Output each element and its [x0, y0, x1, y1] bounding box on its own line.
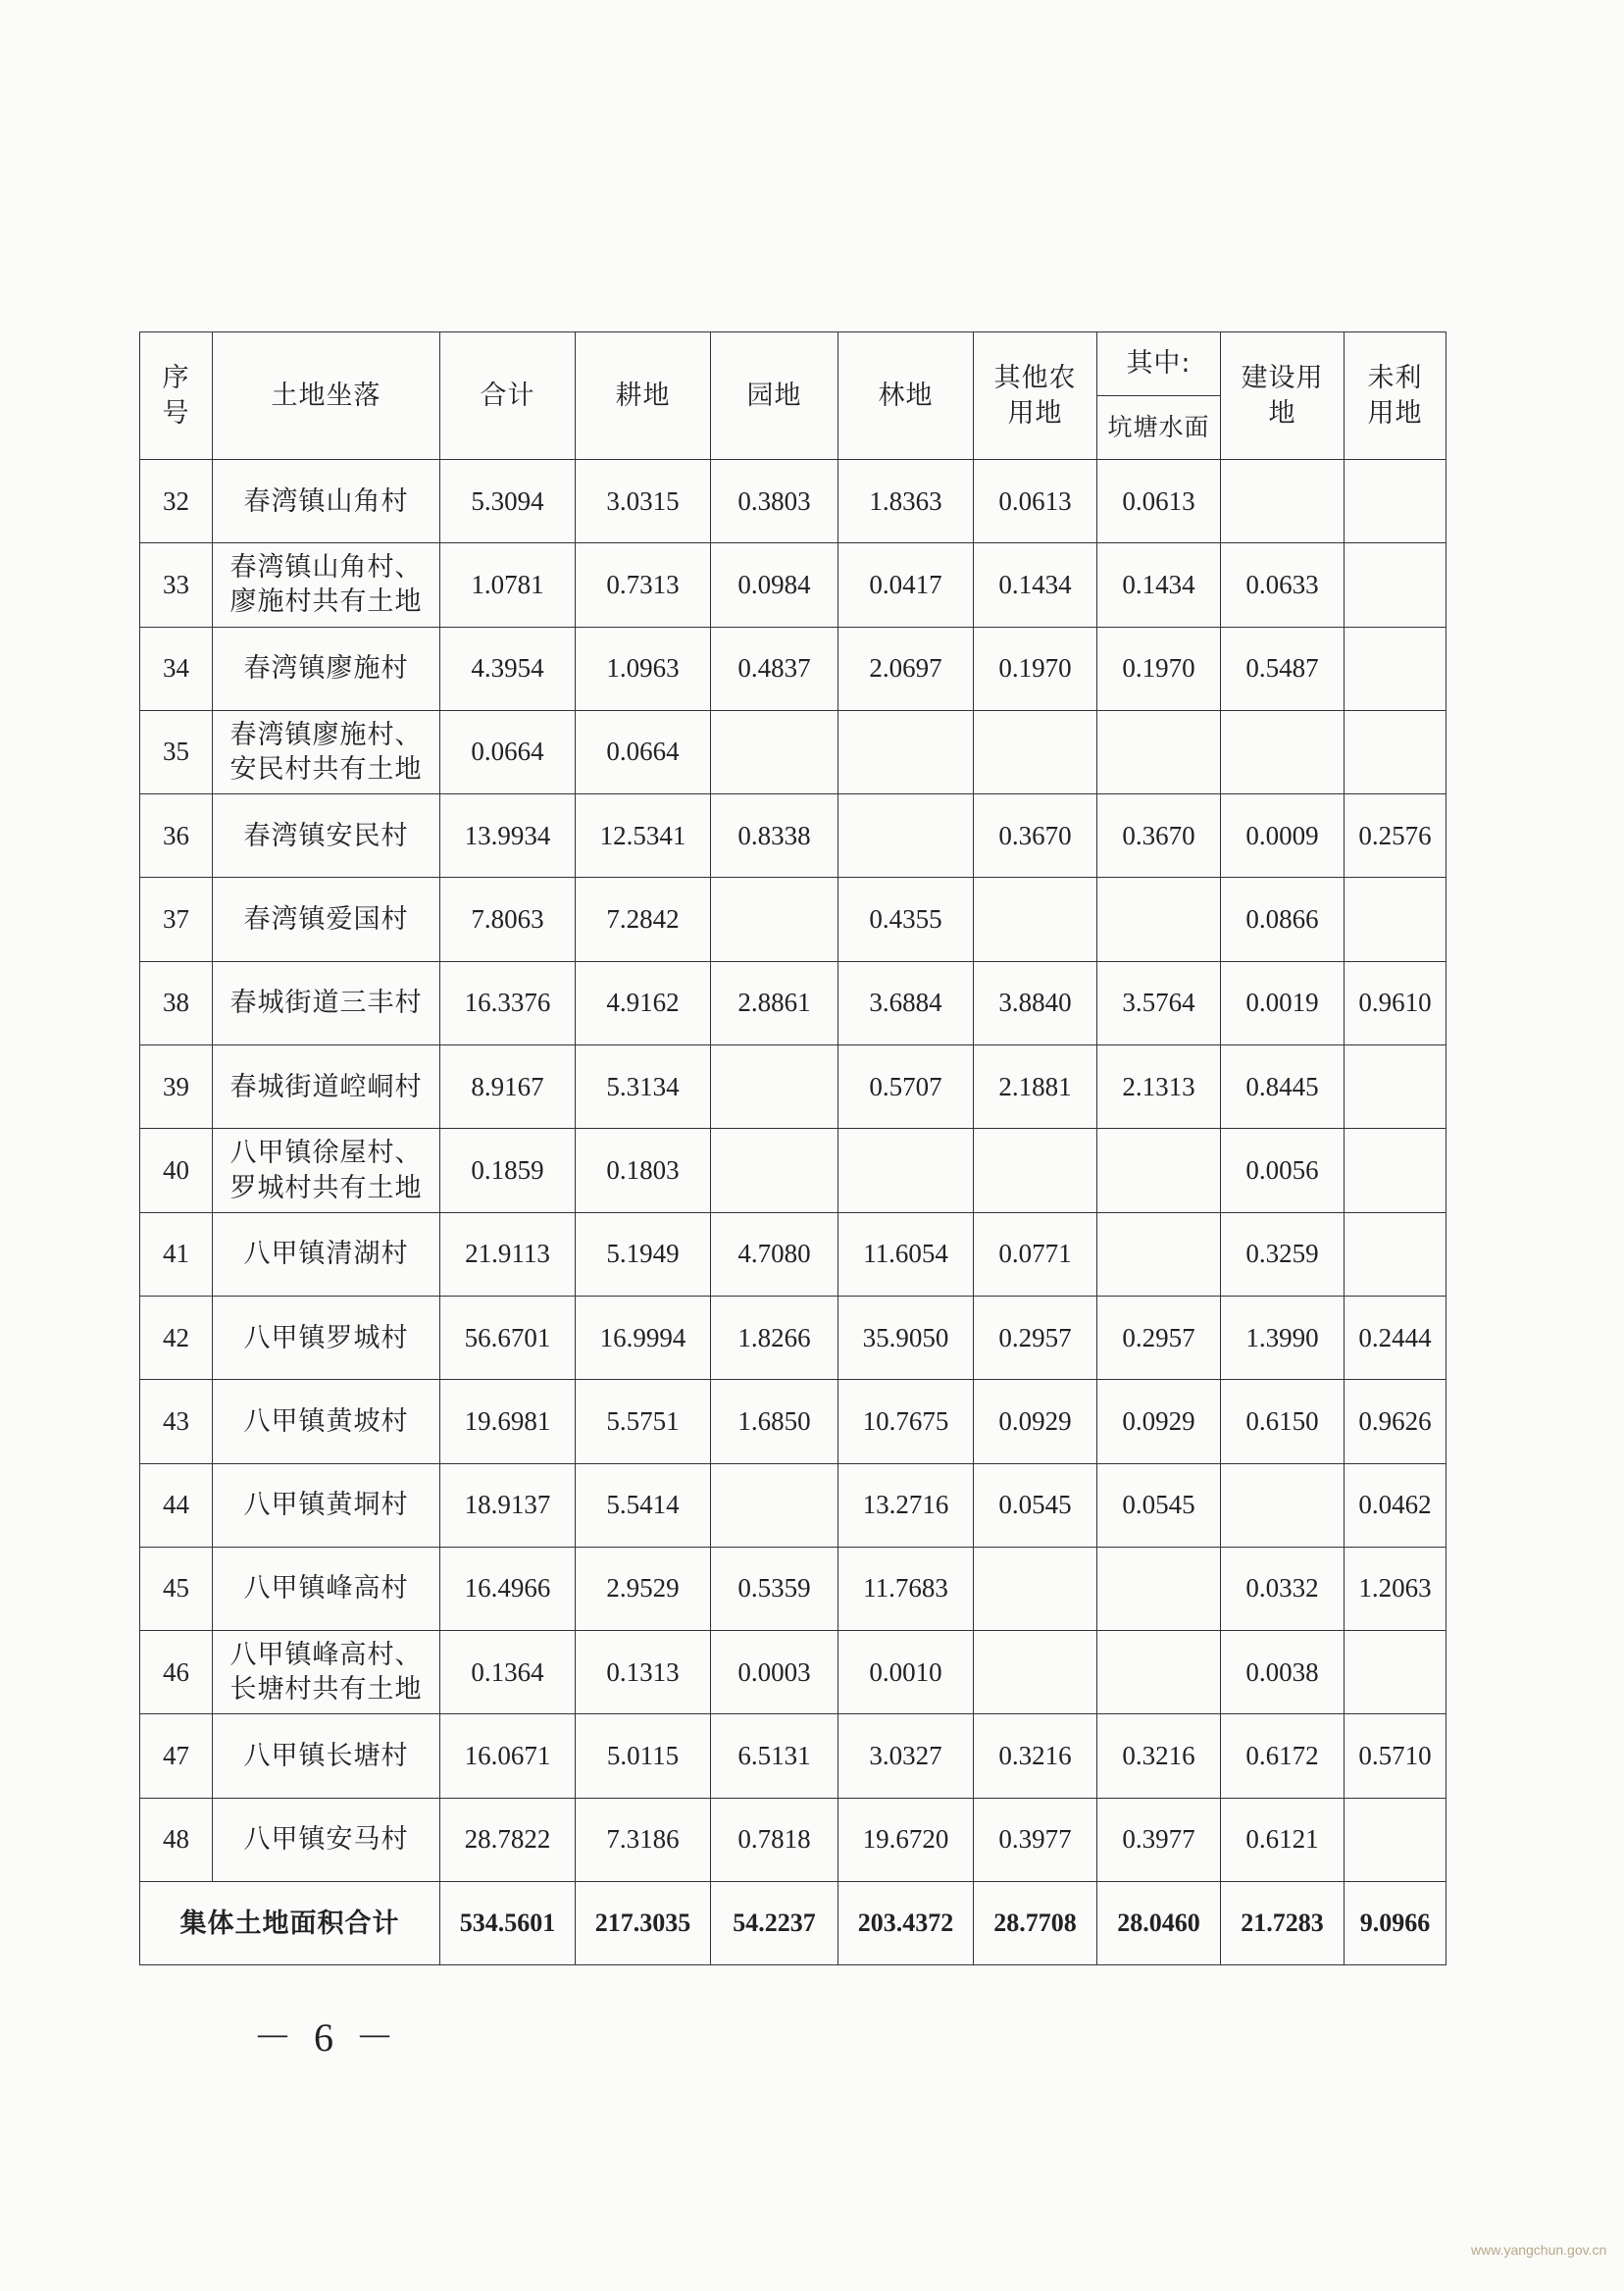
cell-garden: 0.8338 [711, 794, 838, 878]
cell-garden: 4.7080 [711, 1212, 838, 1296]
table-row [140, 1714, 1446, 1798]
cell-arable: 5.0115 [576, 1714, 711, 1798]
cell-location: 八甲镇峰高村 [213, 1547, 440, 1630]
cell-total: 21.9113 [440, 1212, 576, 1296]
cell-total: 56.6701 [440, 1296, 576, 1379]
cell-unused: 0.5710 [1345, 1714, 1446, 1798]
header-total: 合计 [440, 332, 576, 460]
table-row [140, 1045, 1446, 1129]
cell-forest: 0.5707 [838, 1045, 974, 1129]
cell-total: 19.6981 [440, 1380, 576, 1463]
cell-seq: 41 [140, 1212, 213, 1296]
header-row [140, 332, 1446, 396]
cell-construction: 0.0019 [1221, 961, 1345, 1044]
header-pond: 坑塘水面 [1097, 396, 1221, 460]
cell-pond: 0.3977 [1097, 1798, 1221, 1881]
cell-arable: 0.1803 [576, 1129, 711, 1212]
cell-unused: 0.0462 [1345, 1463, 1446, 1547]
cell-other-agri: 3.8840 [974, 961, 1097, 1044]
cell-forest: 3.0327 [838, 1714, 974, 1798]
cell-location: 春湾镇山角村、廖施村共有土地 [213, 543, 440, 627]
cell-pond: 3.5764 [1097, 961, 1221, 1044]
header-unused: 未利用地 [1345, 332, 1446, 460]
cell-garden: 1.6850 [711, 1380, 838, 1463]
totals-total: 534.5601 [440, 1882, 576, 1965]
cell-pond: 0.1970 [1097, 627, 1221, 710]
cell-unused: 0.9610 [1345, 961, 1446, 1044]
cell-construction: 0.8445 [1221, 1045, 1345, 1129]
table-row [140, 1463, 1446, 1547]
cell-pond: 0.2957 [1097, 1296, 1221, 1379]
cell-forest [838, 710, 974, 793]
cell-other-agri [974, 878, 1097, 961]
cell-forest: 0.0417 [838, 543, 974, 627]
cell-total: 7.8063 [440, 878, 576, 961]
cell-total: 13.9934 [440, 794, 576, 878]
header-of-which: 其中: [1097, 332, 1221, 396]
cell-arable: 2.9529 [576, 1547, 711, 1630]
cell-total: 28.7822 [440, 1798, 576, 1881]
cell-total: 1.0781 [440, 543, 576, 627]
cell-total: 8.9167 [440, 1045, 576, 1129]
totals-other-agri: 28.7708 [974, 1882, 1097, 1965]
cell-forest: 11.7683 [838, 1547, 974, 1630]
cell-construction: 0.0633 [1221, 543, 1345, 627]
cell-forest: 35.9050 [838, 1296, 974, 1379]
cell-other-agri: 0.3670 [974, 794, 1097, 878]
cell-unused [1345, 1631, 1446, 1714]
cell-arable: 0.7313 [576, 543, 711, 627]
cell-location: 春湾镇山角村 [213, 460, 440, 543]
table-row [140, 1212, 1446, 1296]
cell-location: 八甲镇罗城村 [213, 1296, 440, 1379]
cell-construction: 0.0038 [1221, 1631, 1345, 1714]
cell-location: 春城街道崆峒村 [213, 1045, 440, 1129]
cell-garden: 0.0984 [711, 543, 838, 627]
cell-pond: 0.3216 [1097, 1714, 1221, 1798]
cell-construction: 0.0332 [1221, 1547, 1345, 1630]
cell-unused [1345, 1212, 1446, 1296]
table-row [140, 460, 1446, 543]
header-garden: 园地 [711, 332, 838, 460]
cell-garden [711, 1129, 838, 1212]
totals-arable: 217.3035 [576, 1882, 711, 1965]
cell-location: 春湾镇廖施村、安民村共有土地 [213, 710, 440, 793]
cell-arable: 5.1949 [576, 1212, 711, 1296]
totals-pond: 28.0460 [1097, 1882, 1221, 1965]
cell-seq: 36 [140, 794, 213, 878]
cell-unused [1345, 878, 1446, 961]
totals-construction: 21.7283 [1221, 1882, 1345, 1965]
cell-construction [1221, 710, 1345, 793]
cell-arable: 5.3134 [576, 1045, 711, 1129]
cell-forest: 11.6054 [838, 1212, 974, 1296]
cell-unused [1345, 1045, 1446, 1129]
cell-arable: 12.5341 [576, 794, 711, 878]
table-row [140, 1798, 1446, 1881]
header-seq: 序号 [140, 332, 213, 460]
cell-unused: 1.2063 [1345, 1547, 1446, 1630]
cell-seq: 45 [140, 1547, 213, 1630]
totals-row [140, 1882, 1446, 1965]
table-row [140, 1129, 1446, 1212]
cell-seq: 42 [140, 1296, 213, 1379]
cell-seq: 43 [140, 1380, 213, 1463]
cell-seq: 38 [140, 961, 213, 1044]
cell-garden [711, 878, 838, 961]
totals-garden: 54.2237 [711, 1882, 838, 1965]
header-arable: 耕地 [576, 332, 711, 460]
cell-unused [1345, 460, 1446, 543]
cell-unused [1345, 1798, 1446, 1881]
cell-seq: 44 [140, 1463, 213, 1547]
cell-other-agri: 2.1881 [974, 1045, 1097, 1129]
cell-unused: 0.2444 [1345, 1296, 1446, 1379]
cell-other-agri: 0.0929 [974, 1380, 1097, 1463]
cell-location: 八甲镇峰高村、长塘村共有土地 [213, 1631, 440, 1714]
cell-other-agri: 0.1434 [974, 543, 1097, 627]
cell-forest: 3.6884 [838, 961, 974, 1044]
totals-forest: 203.4372 [838, 1882, 974, 1965]
cell-forest: 2.0697 [838, 627, 974, 710]
cell-arable: 5.5751 [576, 1380, 711, 1463]
totals-unused: 9.0966 [1345, 1882, 1446, 1965]
cell-pond: 2.1313 [1097, 1045, 1221, 1129]
table-row [140, 1631, 1446, 1714]
cell-pond [1097, 1129, 1221, 1212]
cell-seq: 32 [140, 460, 213, 543]
page-number: － 6 － [253, 2015, 400, 2060]
cell-garden: 0.7818 [711, 1798, 838, 1881]
cell-total: 0.1859 [440, 1129, 576, 1212]
cell-location: 八甲镇黄坡村 [213, 1380, 440, 1463]
cell-garden: 2.8861 [711, 961, 838, 1044]
cell-unused [1345, 1129, 1446, 1212]
cell-garden: 0.5359 [711, 1547, 838, 1630]
cell-garden: 6.5131 [711, 1714, 838, 1798]
cell-garden [711, 1463, 838, 1547]
cell-arable: 0.1313 [576, 1631, 711, 1714]
cell-unused [1345, 710, 1446, 793]
cell-garden: 0.4837 [711, 627, 838, 710]
cell-pond: 0.1434 [1097, 543, 1221, 627]
header-construction: 建设用地 [1221, 332, 1345, 460]
cell-location: 八甲镇安马村 [213, 1798, 440, 1881]
cell-seq: 46 [140, 1631, 213, 1714]
cell-construction: 0.0866 [1221, 878, 1345, 961]
cell-pond: 0.0613 [1097, 460, 1221, 543]
cell-pond [1097, 710, 1221, 793]
cell-forest: 0.0010 [838, 1631, 974, 1714]
cell-seq: 47 [140, 1714, 213, 1798]
cell-other-agri: 0.1970 [974, 627, 1097, 710]
header-forest: 林地 [838, 332, 974, 460]
cell-pond: 0.0545 [1097, 1463, 1221, 1547]
cell-other-agri: 0.3977 [974, 1798, 1097, 1881]
cell-other-agri [974, 1129, 1097, 1212]
totals-label: 集体土地面积合计 [140, 1882, 440, 1965]
cell-other-agri [974, 1547, 1097, 1630]
cell-garden: 0.0003 [711, 1631, 838, 1714]
cell-forest: 0.4355 [838, 878, 974, 961]
cell-pond [1097, 1631, 1221, 1714]
cell-location: 春湾镇廖施村 [213, 627, 440, 710]
cell-forest [838, 794, 974, 878]
cell-seq: 37 [140, 878, 213, 961]
cell-arable: 0.0664 [576, 710, 711, 793]
cell-other-agri [974, 710, 1097, 793]
table-row [140, 543, 1446, 627]
cell-construction: 0.6172 [1221, 1714, 1345, 1798]
cell-location: 八甲镇黄垌村 [213, 1463, 440, 1547]
cell-seq: 34 [140, 627, 213, 710]
cell-construction [1221, 1463, 1345, 1547]
cell-arable: 3.0315 [576, 460, 711, 543]
cell-other-agri: 0.2957 [974, 1296, 1097, 1379]
cell-pond [1097, 1547, 1221, 1630]
cell-construction: 0.0009 [1221, 794, 1345, 878]
header-location: 土地坐落 [213, 332, 440, 460]
cell-other-agri: 0.0771 [974, 1212, 1097, 1296]
cell-location: 春湾镇安民村 [213, 794, 440, 878]
cell-arable: 7.3186 [576, 1798, 711, 1881]
cell-construction: 0.3259 [1221, 1212, 1345, 1296]
table-row [140, 1296, 1446, 1379]
cell-total: 0.1364 [440, 1631, 576, 1714]
cell-pond [1097, 878, 1221, 961]
cell-garden: 1.8266 [711, 1296, 838, 1379]
cell-other-agri: 0.0545 [974, 1463, 1097, 1547]
cell-total: 4.3954 [440, 627, 576, 710]
cell-arable: 7.2842 [576, 878, 711, 961]
cell-forest: 13.2716 [838, 1463, 974, 1547]
cell-seq: 40 [140, 1129, 213, 1212]
cell-unused [1345, 543, 1446, 627]
cell-forest: 10.7675 [838, 1380, 974, 1463]
cell-total: 16.4966 [440, 1547, 576, 1630]
cell-total: 16.0671 [440, 1714, 576, 1798]
cell-total: 0.0664 [440, 710, 576, 793]
cell-total: 5.3094 [440, 460, 576, 543]
table-row [140, 710, 1446, 793]
cell-total: 18.9137 [440, 1463, 576, 1547]
cell-garden: 0.3803 [711, 460, 838, 543]
cell-construction: 0.5487 [1221, 627, 1345, 710]
cell-seq: 33 [140, 543, 213, 627]
table-row [140, 1547, 1446, 1630]
cell-other-agri: 0.0613 [974, 460, 1097, 543]
table-row [140, 961, 1446, 1044]
cell-construction [1221, 460, 1345, 543]
cell-arable: 5.5414 [576, 1463, 711, 1547]
cell-construction: 0.0056 [1221, 1129, 1345, 1212]
cell-unused: 0.2576 [1345, 794, 1446, 878]
cell-location: 春湾镇爱国村 [213, 878, 440, 961]
header-other-agri: 其他农用地 [974, 332, 1097, 460]
table-row [140, 1380, 1446, 1463]
cell-forest: 1.8363 [838, 460, 974, 543]
cell-construction: 0.6150 [1221, 1380, 1345, 1463]
cell-construction: 0.6121 [1221, 1798, 1345, 1881]
cell-location: 八甲镇长塘村 [213, 1714, 440, 1798]
cell-garden [711, 710, 838, 793]
cell-seq: 48 [140, 1798, 213, 1881]
cell-location: 八甲镇徐屋村、罗城村共有土地 [213, 1129, 440, 1212]
cell-seq: 39 [140, 1045, 213, 1129]
site-watermark: www.yangchun.gov.cn [1471, 2242, 1607, 2258]
table-row [140, 627, 1446, 710]
cell-construction: 1.3990 [1221, 1296, 1345, 1379]
cell-arable: 1.0963 [576, 627, 711, 710]
land-area-table [139, 331, 1446, 1965]
cell-forest [838, 1129, 974, 1212]
cell-location: 八甲镇清湖村 [213, 1212, 440, 1296]
cell-pond: 0.3670 [1097, 794, 1221, 878]
cell-other-agri: 0.3216 [974, 1714, 1097, 1798]
cell-forest: 19.6720 [838, 1798, 974, 1881]
table-row [140, 794, 1446, 878]
cell-garden [711, 1045, 838, 1129]
cell-arable: 4.9162 [576, 961, 711, 1044]
cell-pond: 0.0929 [1097, 1380, 1221, 1463]
cell-pond [1097, 1212, 1221, 1296]
cell-arable: 16.9994 [576, 1296, 711, 1379]
cell-total: 16.3376 [440, 961, 576, 1044]
table-row [140, 878, 1446, 961]
cell-location: 春城街道三丰村 [213, 961, 440, 1044]
cell-unused: 0.9626 [1345, 1380, 1446, 1463]
cell-other-agri [974, 1631, 1097, 1714]
cell-seq: 35 [140, 710, 213, 793]
cell-unused [1345, 627, 1446, 710]
